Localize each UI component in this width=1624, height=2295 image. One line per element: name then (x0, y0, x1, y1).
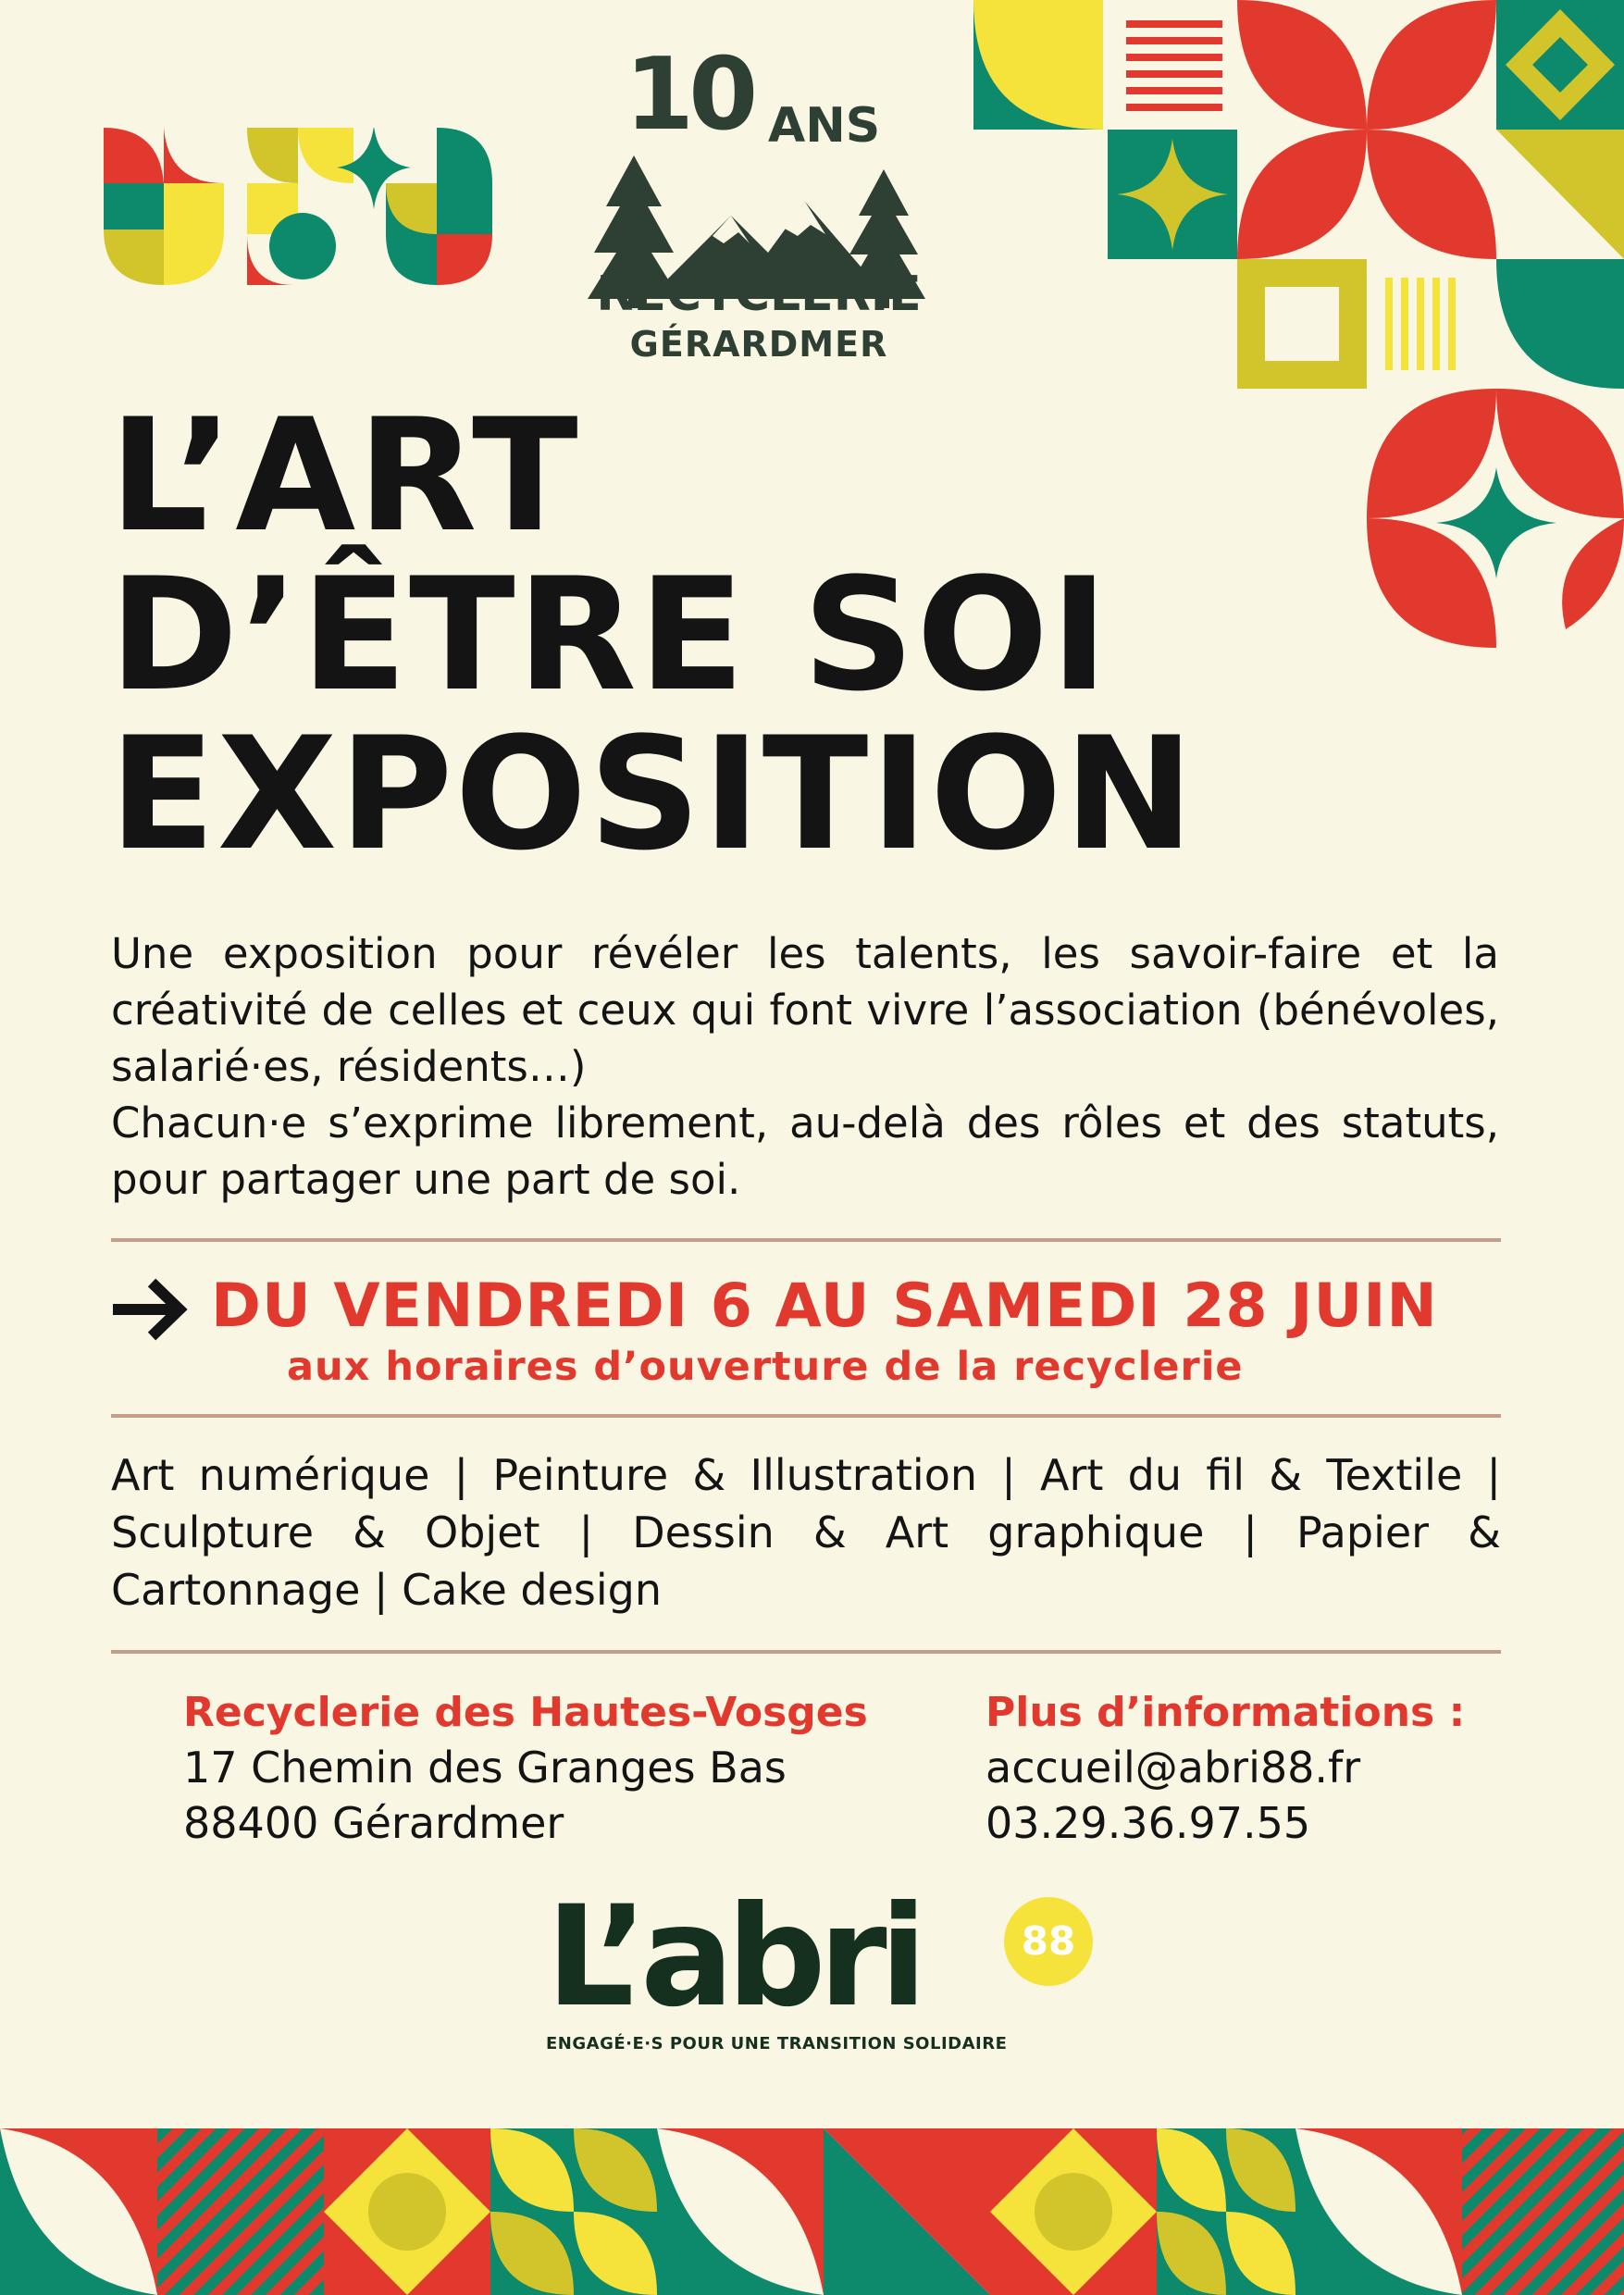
title-line-2: D’ÊTRE SOI (109, 544, 1110, 726)
divider-2 (111, 1414, 1501, 1418)
dates-main: DU VENDREDI 6 AU SAMEDI 28 JUIN (211, 1272, 1438, 1341)
info-block (986, 1686, 1559, 1851)
top-left-pattern-decoration (104, 128, 492, 285)
arrow-right-icon (109, 1277, 189, 1342)
address-block (183, 1686, 924, 1851)
divider-3 (111, 1650, 1501, 1654)
info-phone-link[interactable]: 03.29.36.97.55 (986, 1798, 1311, 1848)
anniversary-number: 10 (625, 37, 753, 153)
anniversary-logo (564, 37, 953, 373)
dates-subtitle: aux horaires d’ouverture de la recyclerie (287, 1344, 1244, 1390)
organizer-logo (546, 1877, 1101, 2064)
intro-paragraph-1: Une exposition pour révéler les talents, les savoir-faire et la créativité de celles et ceux qui font vivre l’association (bénévoles, salarié·es, résidents…) (111, 929, 1499, 1091)
anniversary-suffix: ANS (768, 98, 881, 154)
address-title: Recyclerie des Hautes-Vosges (183, 1689, 868, 1736)
intro-paragraph-2: Chacun·e s’exprime librement, au-delà des rôles et des statuts, pour partager une part de soi. (111, 1098, 1499, 1204)
bottom-pattern-decoration (0, 2128, 1624, 2295)
intro-text (111, 925, 1499, 1208)
exhibition-title (109, 385, 1312, 885)
organizer-badge: 88 (1004, 1897, 1093, 1986)
address-line-1: 17 Chemin des Granges Bas (183, 1743, 787, 1793)
title-line-1: L’ART (109, 385, 580, 566)
organizer-tagline: ENGAGÉ·E·S POUR UNE TRANSITION SOLIDAIRE (546, 2034, 1008, 2053)
info-email-link[interactable]: accueil@abri88.fr (986, 1743, 1361, 1793)
anniversary-name: RECYCLERIE (596, 267, 922, 322)
organizer-name: L’abri (546, 1877, 921, 2038)
address-line-2: 88400 Gérardmer (183, 1798, 564, 1848)
info-title: Plus d’informations : (986, 1689, 1466, 1736)
divider-1 (111, 1238, 1501, 1242)
anniversary-city: GÉRARDMER (629, 324, 888, 365)
disciplines-list: Art numérique | Peinture & Illustration | Art du fil & Textile | Sculpture & Objet | Dessin & Art graphique | Papier & Cartonnage | Cake design (111, 1450, 1501, 1615)
title-line-3: EXPOSITION (109, 703, 1196, 885)
